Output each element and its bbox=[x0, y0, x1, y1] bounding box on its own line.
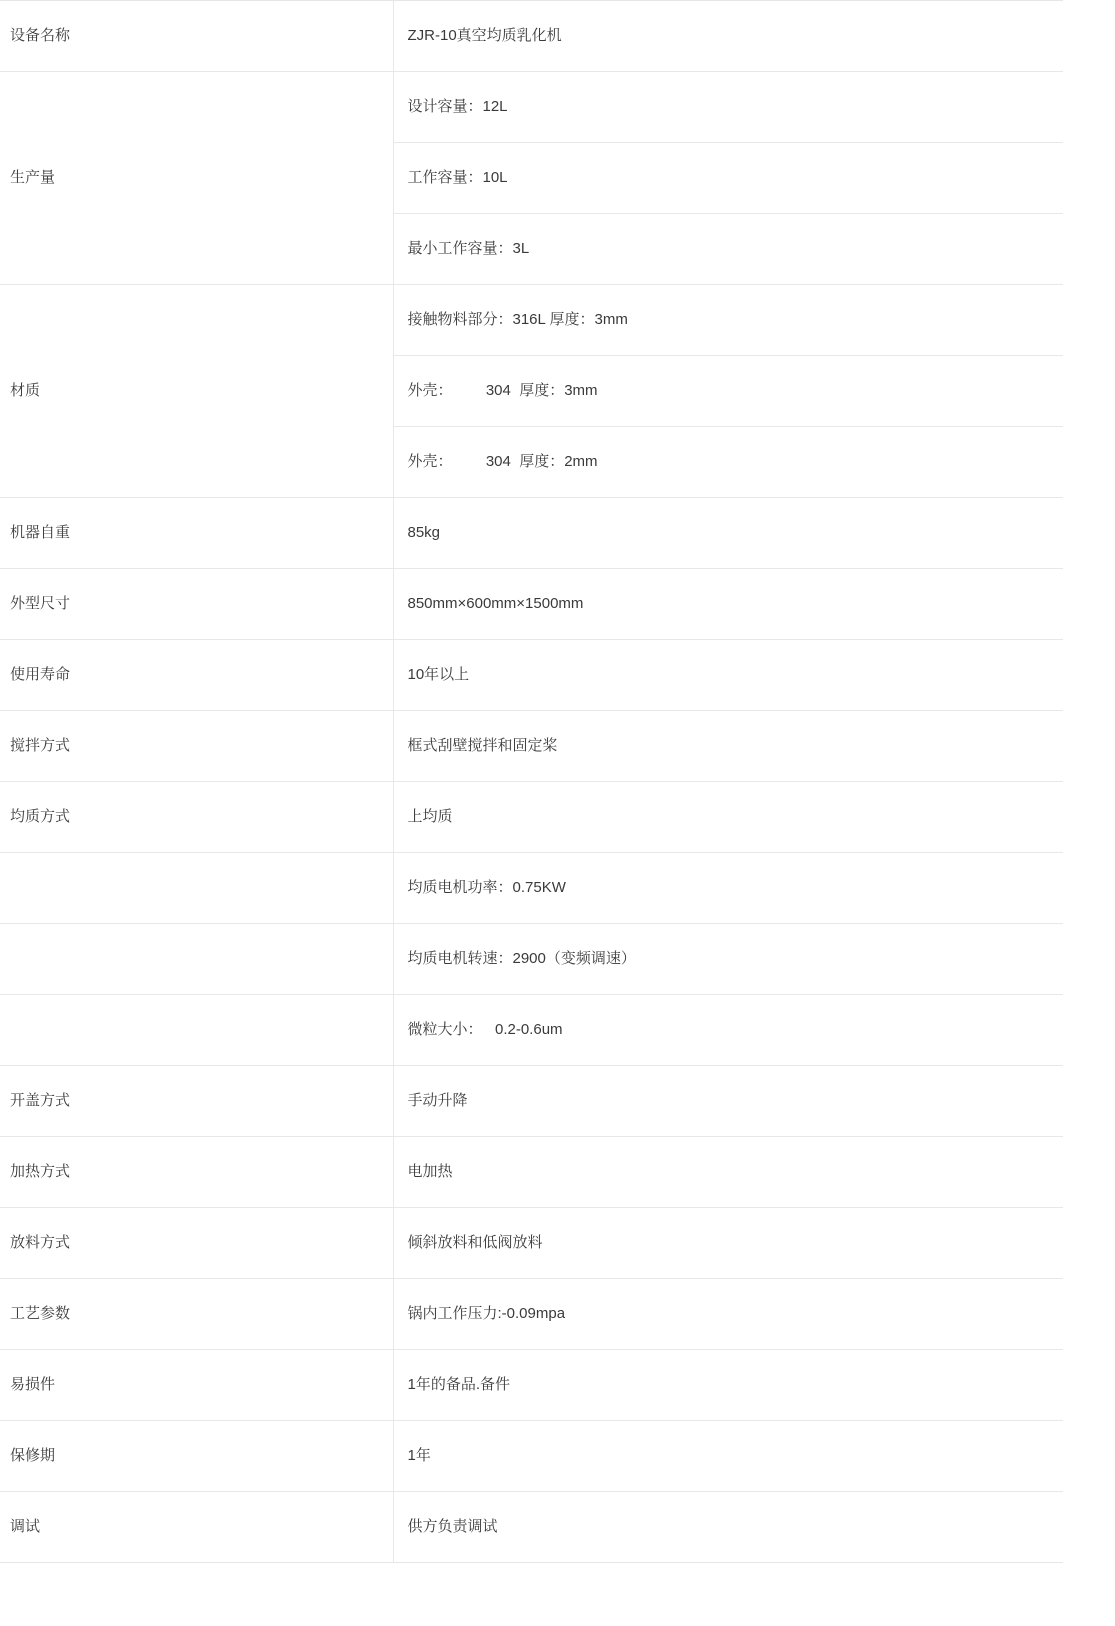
spec-value-text: 上均质 bbox=[407, 808, 453, 825]
spec-value-text: 850mm×600mm×1500mm bbox=[407, 595, 584, 612]
spec-value-text: 最小工作容量：3L bbox=[407, 240, 530, 257]
spec-label-cell bbox=[0, 1066, 393, 1137]
spec-value-cell bbox=[393, 1137, 1063, 1208]
spec-label-text: 搅拌方式 bbox=[10, 737, 71, 754]
table-row bbox=[0, 711, 1063, 782]
spec-label-text: 开盖方式 bbox=[10, 1092, 71, 1109]
spec-value-cell bbox=[393, 1350, 1063, 1421]
spec-value-text: 工作容量：10L bbox=[407, 169, 508, 186]
table-row bbox=[0, 1492, 1063, 1563]
spec-value-cell bbox=[393, 1, 1063, 72]
spec-label-cell bbox=[0, 1, 393, 72]
spec-value-text: 电加热 bbox=[407, 1163, 453, 1180]
spec-value-text: 倾斜放料和低阀放料 bbox=[407, 1234, 543, 1251]
spec-value-cell bbox=[393, 427, 1063, 498]
spec-label-text: 设备名称 bbox=[10, 27, 71, 44]
spec-label-text: 生产量 bbox=[10, 169, 56, 186]
table-row bbox=[0, 1066, 1063, 1137]
spec-value-text: 手动升降 bbox=[407, 1092, 468, 1109]
spec-label-cell bbox=[0, 711, 393, 782]
spec-value-text: 外壳： 304 厚度：2mm bbox=[407, 453, 598, 470]
spec-label-cell bbox=[0, 853, 393, 924]
table-row bbox=[0, 569, 1063, 640]
spec-value-cell bbox=[393, 711, 1063, 782]
table-row bbox=[0, 1279, 1063, 1350]
spec-value-text: 设计容量：12L bbox=[407, 98, 508, 115]
spec-table-body bbox=[0, 1, 1063, 1563]
spec-label-text: 机器自重 bbox=[10, 524, 71, 541]
spec-value-cell bbox=[393, 640, 1063, 711]
spec-label-cell bbox=[0, 1279, 393, 1350]
spec-value-text: 均质电机功率：0.75KW bbox=[407, 879, 566, 896]
table-row bbox=[0, 1421, 1063, 1492]
spec-value-cell bbox=[393, 356, 1063, 427]
spec-label-text: 调试 bbox=[10, 1518, 41, 1535]
spec-value-cell bbox=[393, 569, 1063, 640]
spec-value-cell bbox=[393, 72, 1063, 143]
spec-value-cell bbox=[393, 285, 1063, 356]
table-row bbox=[0, 1, 1063, 72]
spec-label-text: 均质方式 bbox=[10, 808, 71, 825]
table-row bbox=[0, 640, 1063, 711]
spec-value-text: 微粒大小： 0.2-0.6um bbox=[407, 1021, 563, 1038]
spec-label-text: 外型尺寸 bbox=[10, 595, 71, 612]
spec-label-cell bbox=[0, 640, 393, 711]
spec-label-text: 易损件 bbox=[10, 1376, 56, 1393]
spec-value-cell bbox=[393, 1279, 1063, 1350]
spec-label-cell bbox=[0, 498, 393, 569]
spec-label-cell bbox=[0, 1137, 393, 1208]
spec-label-text: 加热方式 bbox=[10, 1163, 71, 1180]
spec-value-text: 供方负责调试 bbox=[407, 1518, 498, 1535]
spec-value-text: 框式刮壁搅拌和固定桨 bbox=[407, 737, 558, 754]
spec-value-text: 1年 bbox=[407, 1447, 431, 1464]
spec-value-cell bbox=[393, 1492, 1063, 1563]
table-row bbox=[0, 782, 1063, 853]
table-row bbox=[0, 924, 1063, 995]
table-row bbox=[0, 1350, 1063, 1421]
spec-value-text: 均质电机转速：2900（变频调速） bbox=[407, 950, 636, 967]
spec-label-cell bbox=[0, 782, 393, 853]
spec-label-cell bbox=[0, 1350, 393, 1421]
spec-label-text: 保修期 bbox=[10, 1447, 56, 1464]
spec-value-text: 85kg bbox=[407, 524, 441, 541]
spec-value-text: 1年的备品.备件 bbox=[407, 1376, 511, 1393]
spec-label-text: 使用寿命 bbox=[10, 666, 71, 683]
spec-label-cell bbox=[0, 72, 393, 285]
spec-value-text: 接触物料部分：316L 厚度：3mm bbox=[407, 311, 628, 328]
spec-label-cell bbox=[0, 285, 393, 498]
spec-label-cell bbox=[0, 924, 393, 995]
spec-label-text: 放料方式 bbox=[10, 1234, 71, 1251]
table-row bbox=[0, 1137, 1063, 1208]
table-row bbox=[0, 995, 1063, 1066]
spec-value-cell bbox=[393, 498, 1063, 569]
spec-label-cell bbox=[0, 1208, 393, 1279]
spec-value-cell bbox=[393, 853, 1063, 924]
spec-label-text: 材质 bbox=[10, 382, 41, 399]
table-row bbox=[0, 285, 1063, 356]
spec-label-cell bbox=[0, 569, 393, 640]
spec-value-cell bbox=[393, 1421, 1063, 1492]
table-row bbox=[0, 498, 1063, 569]
spec-value-cell bbox=[393, 214, 1063, 285]
spec-value-cell bbox=[393, 782, 1063, 853]
spec-value-cell bbox=[393, 924, 1063, 995]
spec-value-text: ZJR-10真空均质乳化机 bbox=[407, 27, 562, 44]
spec-label-cell bbox=[0, 995, 393, 1066]
spec-value-text: 外壳： 304 厚度：3mm bbox=[407, 382, 598, 399]
spec-value-cell bbox=[393, 995, 1063, 1066]
spec-value-cell bbox=[393, 1066, 1063, 1137]
spec-value-cell bbox=[393, 143, 1063, 214]
spec-value-cell bbox=[393, 1208, 1063, 1279]
spec-value-text: 10年以上 bbox=[407, 666, 470, 683]
spec-value-text: 锅内工作压力:-0.09mpa bbox=[407, 1305, 566, 1322]
spec-label-cell bbox=[0, 1492, 393, 1563]
table-row bbox=[0, 72, 1063, 143]
table-row bbox=[0, 853, 1063, 924]
table-row bbox=[0, 1208, 1063, 1279]
spec-label-text: 工艺参数 bbox=[10, 1305, 71, 1322]
spec-label-cell bbox=[0, 1421, 393, 1492]
